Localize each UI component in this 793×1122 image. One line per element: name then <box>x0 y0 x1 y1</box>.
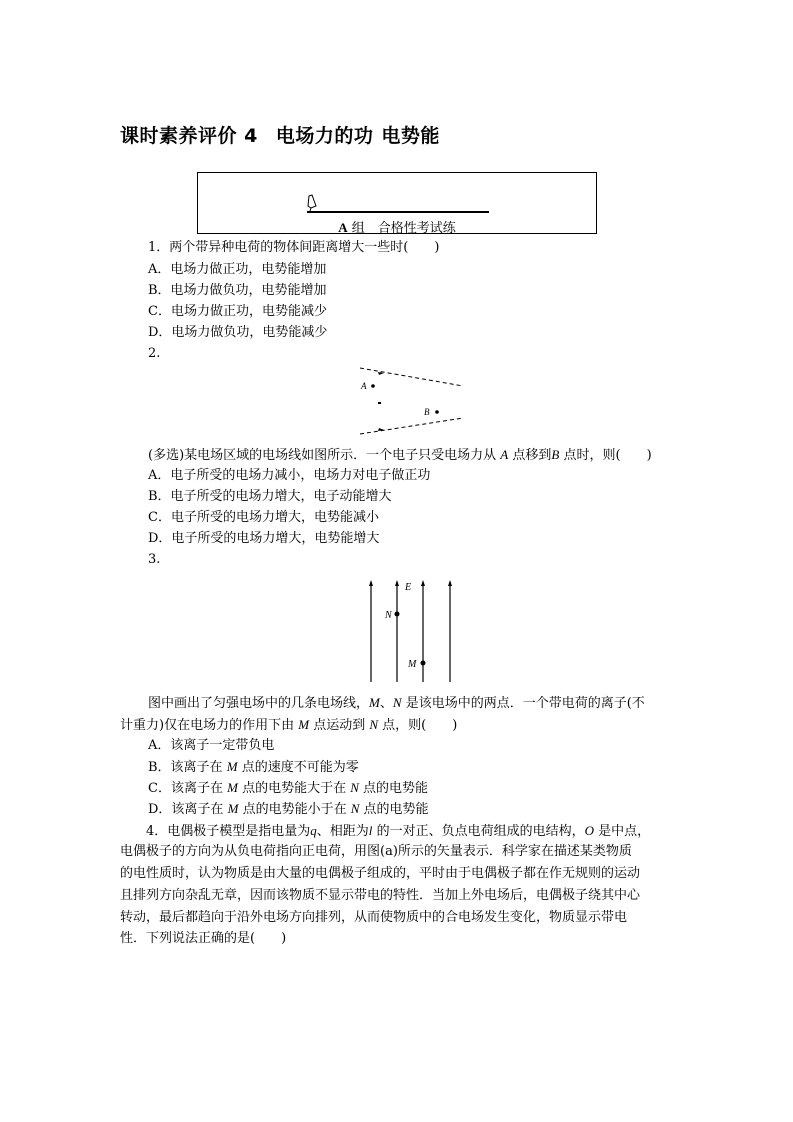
q3-stem-line1 <box>148 694 645 712</box>
q3-c-m: M <box>227 780 238 795</box>
q3-l2-m: M <box>298 717 310 732</box>
q3-c-n: N <box>350 780 359 795</box>
q3-number: 3. <box>148 552 161 567</box>
q2-option-c: C．电子所受的电场力增大，电势能减小 <box>148 510 379 525</box>
q3-l1-n: N <box>392 695 402 710</box>
point-m <box>421 661 426 666</box>
q3-c-prefix: C．该离子在 <box>148 781 223 796</box>
q3-l2-suffix: 点，则( ) <box>382 718 458 733</box>
q3-option-d <box>148 800 429 818</box>
q4-l1-suffix: 是中点， <box>598 824 651 839</box>
field-line-bottom <box>360 418 463 434</box>
small-mark <box>378 402 381 404</box>
q3-c-suffix: 点的电势能 <box>363 781 429 796</box>
title-lesson: 课时素养评价 4 <box>120 125 258 147</box>
title-subtopic: 电势能 <box>381 125 440 147</box>
q3-c-mid: 点的电势能大于在 <box>242 781 347 796</box>
q2-point-a: A <box>500 447 509 462</box>
arrow-4 <box>448 580 452 586</box>
q2-option-b: B．电子所受的电场力增大，电子动能增大 <box>148 489 392 504</box>
q1-option-d: D．电场力做负功，电势能减少 <box>148 325 328 340</box>
q3-option-b <box>148 758 359 776</box>
page-title <box>120 121 440 148</box>
q2-option-d: D．电子所受的电场力增大，电势能增大 <box>148 531 380 546</box>
group-label: 组 合格性考试练 <box>351 221 456 236</box>
point-a <box>371 384 375 388</box>
q2-option-a: A．电子所受的电场力减小，电场力对电子做正功 <box>148 468 431 483</box>
arrow-2 <box>395 580 399 586</box>
q4-line2: 电偶极子的方向为从负电荷指向正电荷，用图(a)所示的矢量表示．科学家在描述某类物质 <box>120 844 632 859</box>
section-label <box>198 217 596 236</box>
q4-l1-prefix: 4．电偶极子模型是指电量为 <box>146 824 311 839</box>
q2-number: 2. <box>148 346 161 361</box>
q4-l1-o: O <box>584 823 594 838</box>
q3-l1-prefix: 图中画出了匀强电场中的几条电场线， <box>148 696 370 711</box>
q3-l1-suffix: 是该电场中的两点．一个带电荷的离子(不 <box>405 696 645 711</box>
q4-line3: 的电性质时，认为物质是由大量的电偶极子组成的，平时由于电偶极子都在作无规则的运动 <box>120 866 641 881</box>
label-a: A <box>361 381 367 391</box>
q2-stem-prefix: (多选)某电场区域的电场线如图所示．一个电子只受电场力从 <box>148 448 497 463</box>
point-b <box>435 410 439 414</box>
q3-stem-line2 <box>120 716 457 734</box>
label-n: N <box>385 610 392 621</box>
q4-l1-q: q <box>310 823 317 838</box>
q4-l1-l: l <box>368 823 373 838</box>
group-letter: A <box>338 220 348 235</box>
q2-field-diagram <box>350 362 475 442</box>
point-n <box>395 612 400 617</box>
q3-l2-prefix: 计重力)仅在电场力的作用下由 <box>120 718 295 733</box>
q3-l2-mid: 点运动到 <box>313 718 366 733</box>
q3-b-suffix: 点的速度不可能为零 <box>241 760 359 775</box>
q3-l2-n: N <box>369 717 379 732</box>
q1-stem: 1．两个带异种电荷的物体间距离增大一些时( ) <box>148 240 440 255</box>
q2-point-b: B <box>551 447 560 462</box>
q3-b-m: M <box>226 759 238 774</box>
q2-stem-suffix: 点时，则( ) <box>563 448 652 463</box>
section-header-box <box>197 172 597 234</box>
q4-l1-mid2: 的一对正、负点电荷组成的电结构， <box>376 824 585 839</box>
q3-option-c <box>148 779 428 797</box>
q4-line4: 且排列方向杂乱无章，因而该物质不显示带电的特性．当加上外电场后，电偶极子绕其中心 <box>120 888 641 903</box>
pencil-icon <box>306 194 320 212</box>
label-b: B <box>424 407 430 417</box>
section-underline <box>307 211 489 213</box>
q3-d-mid: 点的电势能小于在 <box>242 802 347 817</box>
q3-field-diagram <box>350 570 470 685</box>
q3-d-prefix: D．该离子在 <box>148 802 224 817</box>
q2-stem <box>148 446 652 464</box>
q3-d-n: N <box>350 801 360 816</box>
q3-option-a: A．该离子一定带负电 <box>148 738 275 753</box>
arrow-1 <box>369 580 373 586</box>
q4-line1 <box>146 822 650 840</box>
q3-d-suffix: 点的电势能 <box>363 802 429 817</box>
q3-l1-m: M <box>369 695 380 710</box>
q3-d-m: M <box>227 801 239 816</box>
field-line-top <box>360 368 463 386</box>
q2-stem-mid: 点移到 <box>512 448 552 463</box>
label-e: E <box>405 582 412 593</box>
q4-line5: 转动，最后都趋向于沿外电场方向排列，从而使物质中的合电场发生变化，物质显示带电 <box>120 910 628 925</box>
q3-l1-sep: 、 <box>379 696 393 711</box>
q1-option-b: B．电场力做负功，电势能增加 <box>148 283 327 298</box>
q4-l1-mid: 、相距为 <box>316 824 369 839</box>
arrow-3 <box>421 580 425 586</box>
title-topic: 电场力的功 <box>275 125 374 147</box>
label-m: M <box>408 659 417 670</box>
q1-option-c: C．电场力做正功，电势能减少 <box>148 304 327 319</box>
q3-b-prefix: B．该离子在 <box>148 760 223 775</box>
q1-option-a: A．电场力做正功，电势能增加 <box>148 262 327 277</box>
q4-line6: 性．下列说法正确的是( ) <box>120 931 287 946</box>
